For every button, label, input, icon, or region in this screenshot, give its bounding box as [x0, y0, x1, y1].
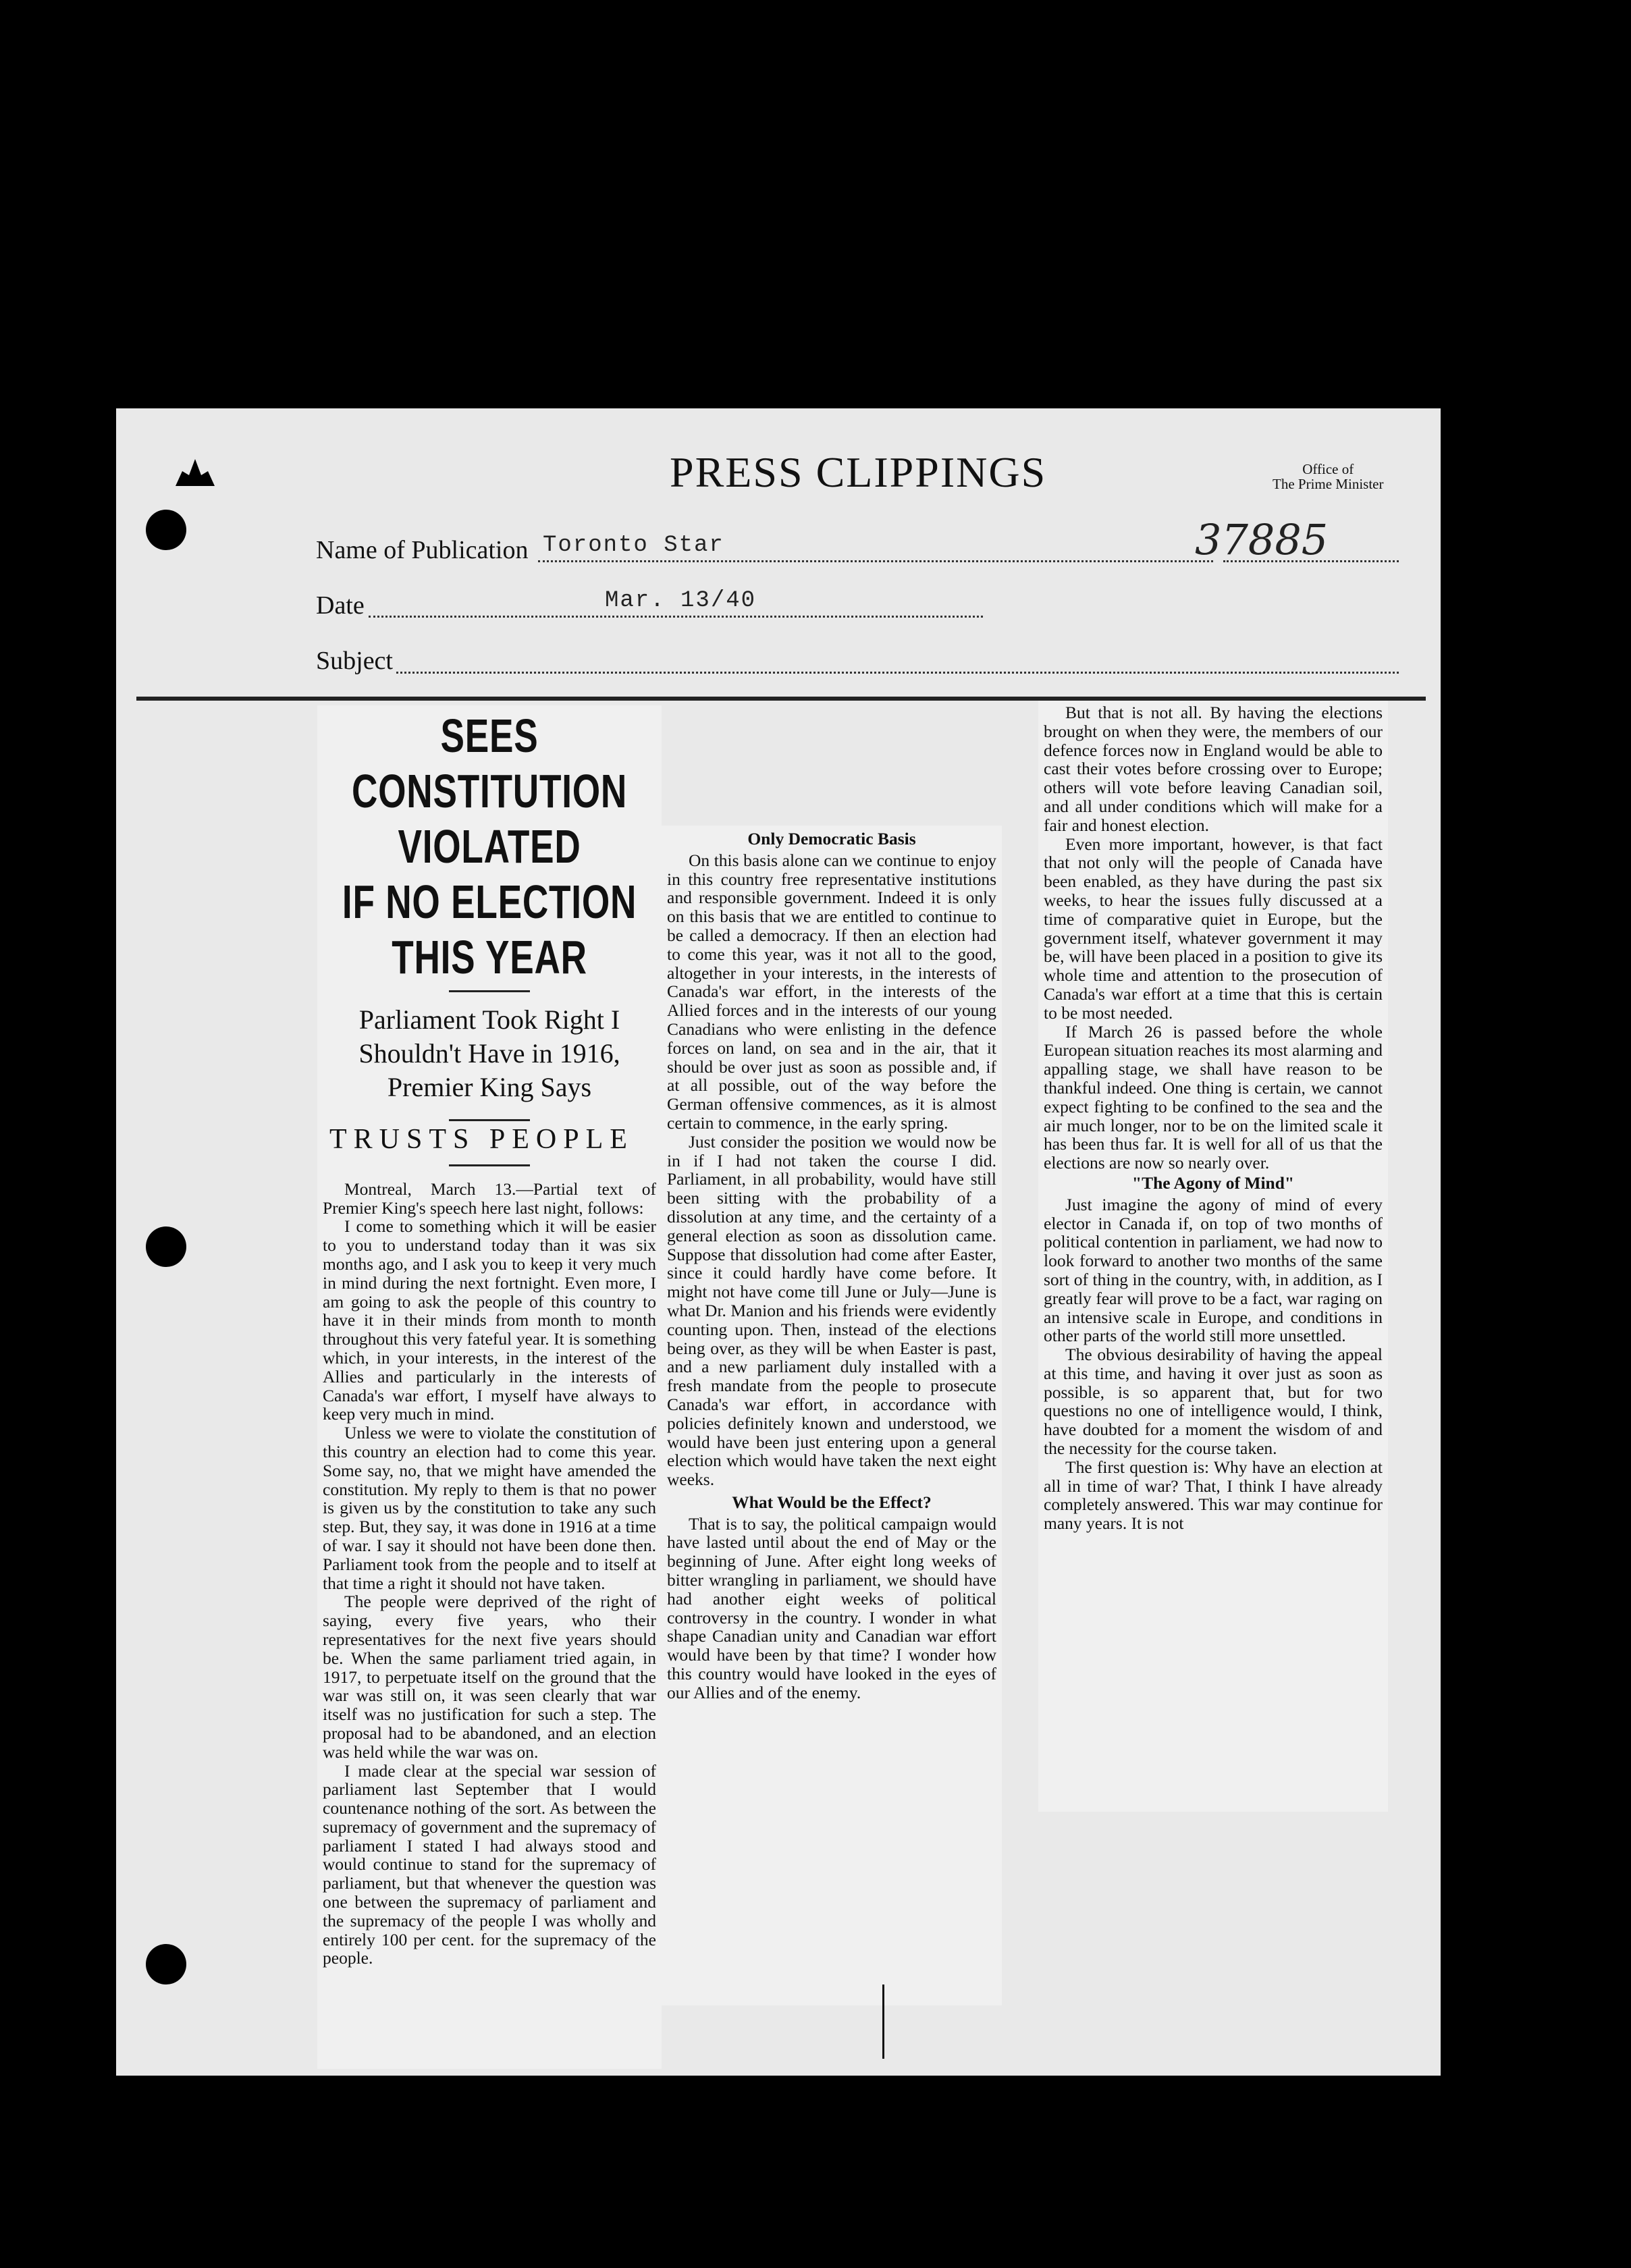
headline-line1: SEES CONSTITUTION VIOLATED: [351, 709, 628, 873]
deck-line2: Shouldn't Have in 1916,: [358, 1038, 620, 1069]
headline-line2: IF NO ELECTION THIS YEAR: [342, 875, 637, 983]
col3-paragraph-2: Even more important, however, is that fact that not only will the people of Canada have been enabled, as they have during the past six weeks, to hear the issues fully discussed at a time of comparative quiet in Europe, but the government itself, whatever government it may be, will have been placed in a position to give its whole time and attention to the prosecution of Canada's war effort at a time that this is certain to be most needed.: [1044, 834, 1383, 1023]
col2-subhead-2: What Would be the Effect?: [732, 1492, 932, 1512]
col3-paragraph-5: The obvious desirability of having the appeal at this time, and having it over just as soon as possible, is so apparent that, but for two questions no one of intelligence would, I think, have doubted for a moment the wisdom of and the necessity for the course taken.: [1044, 1345, 1383, 1459]
deck-line1: Parliament Took Right I: [358, 1004, 620, 1035]
punch-hole-middle: [146, 1226, 186, 1267]
column-divider: [882, 1985, 884, 2059]
handwritten-number: 37885: [1195, 515, 1329, 564]
clipping-sheet: [116, 408, 1441, 2076]
publication-line: [538, 560, 1213, 562]
subject-label: Subject: [316, 647, 393, 675]
article-column-3: [1038, 701, 1388, 1812]
col2-paragraph-2: Just consider the position we would now be in if I had not taken the course I did. Parliament, in all probability, would have still been sitting with the probability of a dissolution at any time, and the certainty of a general election as soon as dissolution came. Suppose that dissolution had come after Easter, since it could hardly have come before. It might not have come till June or July—June is what Dr. Manion and his friends were evidently counting upon. Then, instead of the elections being over, as they will be when Easter is past, and a new parliament duly installed with a fresh mandate from the people to prosecute Canada's war effort, in accordance with policies definitely known and understood, we would have been just entering upon a general election which would have taken the next eight weeks.: [667, 1131, 996, 1490]
date-value: Mar. 13/40: [605, 588, 757, 614]
col3-paragraph-6: The first question is: Why have an election at all in time of war? That, I think I have already completely answered. This war may continue for many years. It is not: [1044, 1457, 1383, 1534]
col2-paragraph-1: On this basis alone can we continue to enjoy in this country free representative institutions and responsible government. Indeed it is only on this basis that we are entitled to continue to be called a democracy. If then an election had to come this year, was it not all to the good, altogether in your interests, in the interests of Canada's war effort, in the interests of the Allied forces and in the interests of our young Canadians who were enlisting in the defence forces on land, on sea and in the air, that it should be over just as soon as possible and, if at all possible, out of the way before the German offensive commences, as it is almost certain to commence, in the early spring.: [667, 850, 996, 1133]
office-line2: The Prime Minister: [1273, 476, 1384, 492]
col1-paragraph-3: Unless we were to violate the constitution of this country an election had to come this year. Some say, no, that we might have amended the constitution. My reply to them is that no power is given us by the constitution to take any such step. But, they say, it was done in 1916 at a time of war. I say it should not have been done then. Parliament took from the people and to itself at that time a right it should not have taken.: [323, 1423, 656, 1593]
kicker-rule: [449, 1119, 530, 1121]
article-column-1: [317, 705, 662, 2069]
col1-paragraph-4: The people were deprived of the right of saying, every five years, who their representatives for the next five years should be. When the same parliament tried again, in 1917, to perpetuate itself on the ground that the war was still on, it was seen clearly that war itself was no justification for such a step. The proposal had to be abandoned, and an election was held while the war was on.: [323, 1592, 656, 1762]
col2-paragraph-3: That is to say, the political campaign would have lasted until about the end of May or the beginning of June. After eight long weeks of bitter wrangling in parliament, we should have had another eight weeks of political controversy in the country. I wonder in what shape Canadian unity and Canadian war effort would have been by that time? I wonder how this country would have looked in the eyes of our Allies and of the enemy.: [667, 1513, 996, 1702]
page-title: PRESS CLIPPINGS: [670, 448, 1047, 496]
article-column-2: [662, 826, 1002, 2005]
publication-label: Name of Publication: [316, 536, 529, 564]
date-label: Date: [316, 591, 365, 620]
publication-value: Toronto Star: [543, 533, 724, 558]
col3-paragraph-1: But that is not all. By having the elections brought on when they were, the members of our defence forces now in England would be able to cast their votes before crossing over to Europe; others will vote before leaving Canadian soil, and all under conditions which will make for a fair and honest election.: [1044, 703, 1383, 835]
subject-line: [396, 672, 1399, 674]
col1-paragraph-1: Montreal, March 13.—Partial text of Premier King's speech here last night, follows:: [323, 1179, 656, 1218]
kicker: TRUSTS PEOPLE: [329, 1124, 634, 1155]
col3-paragraph-4: Just imagine the agony of mind of every elector in Canada if, on top of two months of political contention in parliament, we had now to look forward to another two months of the same sort of thing in the country, with, in addition, as I greatly fear will prove to be a fact, war raging on an intensive scale in Europe, and conditions in other parts of the world still more unsettled.: [1044, 1194, 1383, 1346]
deck-rule: [449, 990, 530, 992]
office-line1: Office of: [1302, 461, 1354, 477]
headline: [322, 708, 657, 985]
corner-mark-icon: [176, 459, 215, 486]
col1-paragraph-5: I made clear at the special war session of parliament last September that I would countenance nothing of the sort. As between the supremacy of government and the supremacy of parliament I stated I had always stood and would continue to stand for the supremacy of parliament, but that whenever the question was one between the supremacy of parliament and the supremacy of the people I was wholly and entirely 100 per cent. for the supremacy of the people.: [323, 1760, 656, 1968]
date-line: [369, 616, 983, 618]
col3-paragraph-3: If March 26 is passed before the whole European situation reaches its most alarming and appalling stage, we shall have reason to be thankful indeed. One thing is certain, we cannot expect fighting to be confined to the sea and the air much longer, nor to be on the limited scale it has been thus far. It is well for all of us that the elections are now so nearly over.: [1044, 1021, 1383, 1173]
deck-line3: Premier King Says: [387, 1072, 592, 1102]
deck: [323, 1003, 656, 1104]
punch-hole-top: [146, 510, 186, 550]
col1-paragraph-2: I come to something which it will be easier to you to understand today than it was six months ago, and I ask you to keep it very much in mind during the next fortnight. Even more, I am going to ask the people of this country to have it in their minds from month to month throughout this very fateful year. It is something which, in your interests, in the interest of the Allies and particularly in the interests of Canada's war effort, I myself have always to keep very much in mind.: [323, 1216, 656, 1424]
col2-subhead-1: Only Democratic Basis: [747, 829, 916, 848]
office-label: [1273, 456, 1383, 497]
punch-hole-bottom: [146, 1944, 186, 1985]
col3-subhead: "The Agony of Mind": [1131, 1172, 1295, 1193]
body-rule: [449, 1164, 530, 1166]
